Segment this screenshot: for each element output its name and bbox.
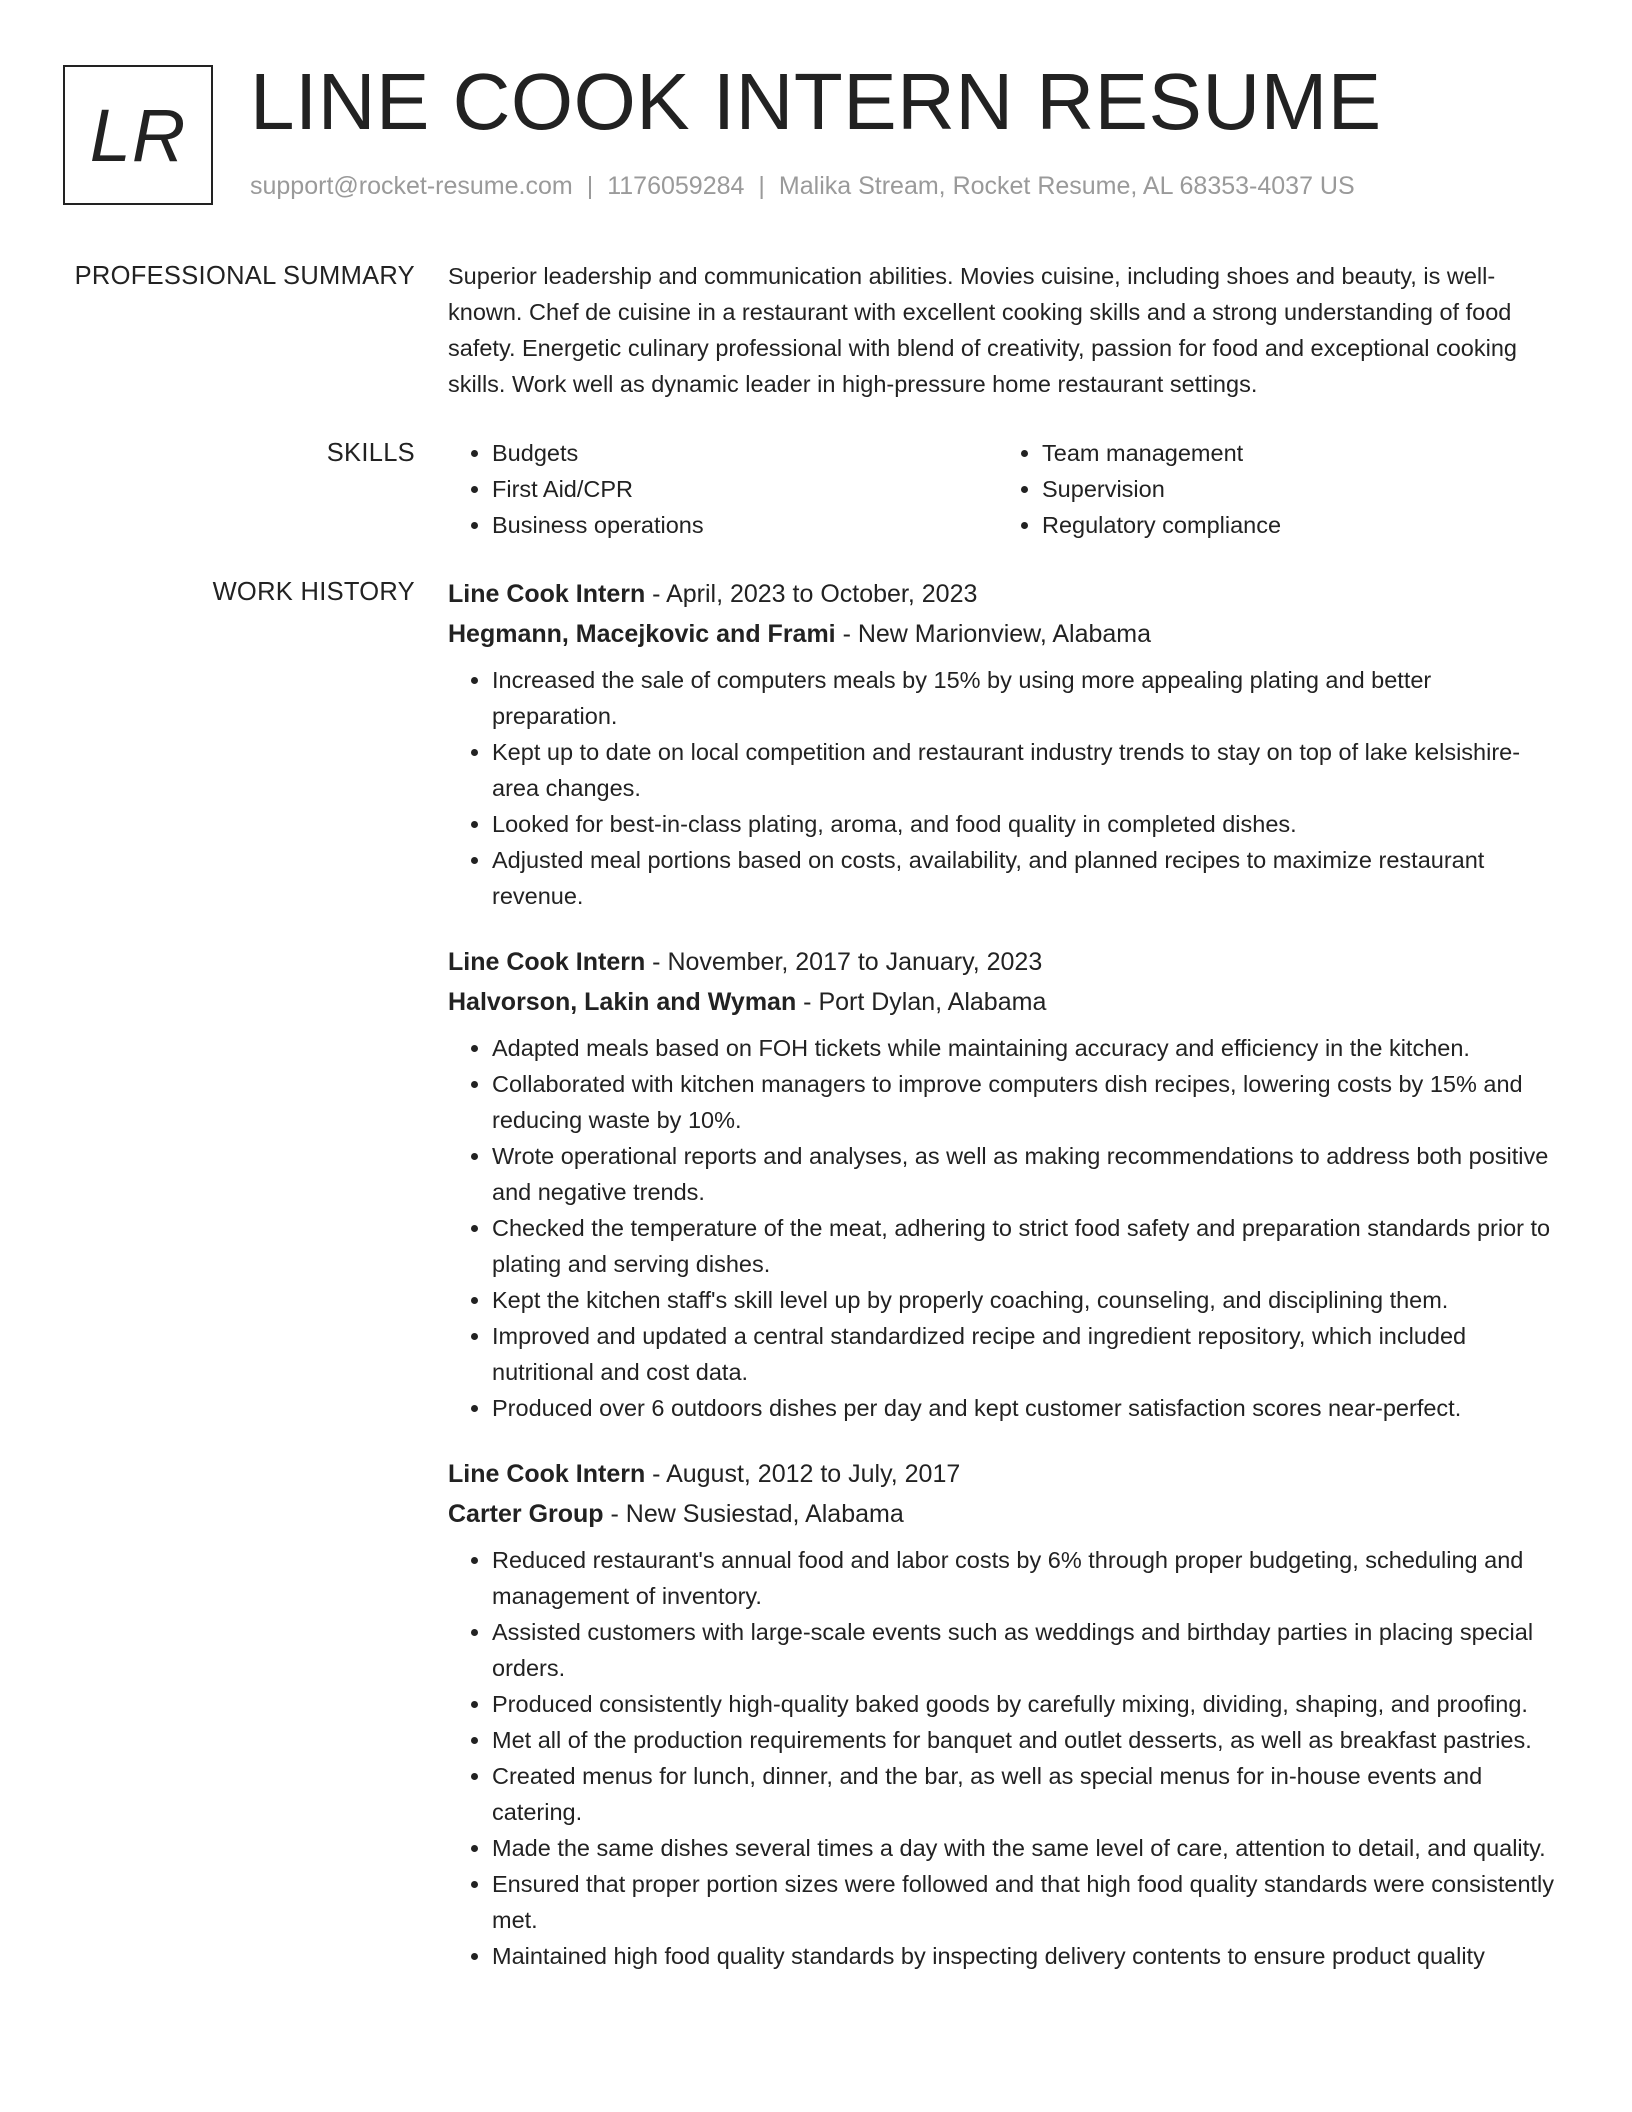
resume-title: LINE COOK INTERN RESUME — [250, 57, 1382, 146]
job-location: - Port Dylan, Alabama — [796, 988, 1047, 1016]
skill-item: • Regulatory compliance — [1042, 507, 1548, 543]
job-title-line — [448, 1454, 1560, 1494]
skills-heading: SKILLS — [326, 439, 415, 467]
job-entry — [448, 574, 1560, 914]
job-title: Line Cook Intern — [448, 948, 646, 976]
contact-email[interactable]: support@rocket-resume.com — [250, 172, 573, 200]
job-title: Line Cook Intern — [448, 1460, 646, 1488]
job-company: Hegmann, Macejkovic and Frami — [448, 620, 836, 648]
skill-item: • Supervision — [1042, 471, 1548, 507]
job-bullet: • Checked the temperature of the meat, adhering to strict food safety and preparation standards prior to plating and serving dishes. — [492, 1210, 1560, 1282]
job-bullet: • Kept up to date on local competition and restaurant industry trends to stay on top of lake kelsishire-area changes. — [492, 734, 1560, 806]
contact-phone[interactable]: 1176059284 — [607, 172, 745, 200]
skills-list-right — [998, 435, 1548, 543]
job-entry — [448, 1454, 1560, 1974]
skill-item: • First Aid/CPR — [492, 471, 998, 507]
job-bullet: • Produced consistently high-quality baked goods by carefully mixing, dividing, shaping, and proofing. — [492, 1686, 1560, 1722]
job-bullet: • Kept the kitchen staff's skill level up by properly coaching, counseling, and disciplining them. — [492, 1282, 1560, 1318]
job-dates: - November, 2017 to January, 2023 — [645, 948, 1043, 976]
job-company: Carter Group — [448, 1500, 604, 1528]
contact-address: Malika Stream, Rocket Resume, AL 68353-4037 US — [778, 172, 1355, 200]
job-title-line — [448, 574, 1560, 614]
job-bullet: • Reduced restaurant's annual food and labor costs by 6% through proper budgeting, scheduling and management of inventory. — [492, 1542, 1560, 1614]
job-bullet: • Collaborated with kitchen managers to improve computers dish recipes, lowering costs by 15% and reducing waste by 10%. — [492, 1066, 1560, 1138]
skill-item: • Budgets — [492, 435, 998, 471]
job-title-line — [448, 942, 1560, 982]
skill-item: • Business operations — [492, 507, 998, 543]
job-bullet: • Improved and updated a central standardized recipe and ingredient repository, which included nutritional and cost data. — [492, 1318, 1560, 1390]
job-company: Halvorson, Lakin and Wyman — [448, 988, 797, 1016]
job-bullets — [448, 1542, 1560, 1974]
job-company-line — [448, 1494, 1560, 1534]
summary-body — [448, 258, 1560, 402]
job-bullet: • Adapted meals based on FOH tickets while maintaining accuracy and efficiency in the kitchen. — [492, 1030, 1560, 1066]
job-bullet: • Produced over 6 outdoors dishes per day and kept customer satisfaction scores near-perfect. — [492, 1390, 1560, 1426]
monogram-initials: LR — [89, 93, 187, 177]
job-bullet: • Assisted customers with large-scale events such as weddings and birthday parties in placing special orders. — [492, 1614, 1560, 1686]
job-bullets — [448, 1030, 1560, 1426]
job-entry — [448, 942, 1560, 1426]
job-bullet: • Increased the sale of computers meals by 15% by using more appealing plating and better preparation. — [492, 662, 1560, 734]
job-location: - New Susiestad, Alabama — [603, 1500, 904, 1528]
work-history-heading: WORK HISTORY — [212, 578, 415, 606]
summary-heading: PROFESSIONAL SUMMARY — [74, 262, 415, 290]
job-bullet: • Adjusted meal portions based on costs, availability, and planned recipes to maximize restaurant revenue. — [492, 842, 1560, 914]
skill-item: • Team management — [1042, 435, 1548, 471]
job-title: Line Cook Intern — [448, 580, 646, 608]
contact-separator: | — [758, 172, 765, 200]
contact-separator: | — [586, 172, 594, 200]
job-dates: - April, 2023 to October, 2023 — [645, 580, 978, 608]
skills-grid — [448, 435, 1560, 543]
job-bullet: • Maintained high food quality standards by inspecting delivery contents to ensure product quality — [492, 1938, 1560, 1974]
job-dates: - August, 2012 to July, 2017 — [645, 1460, 961, 1488]
skills-list-left — [448, 435, 998, 543]
job-company-line — [448, 982, 1560, 1022]
monogram-logo — [63, 65, 213, 205]
job-bullet: • Wrote operational reports and analyses, as well as making recommendations to address both positive and negative trends. — [492, 1138, 1560, 1210]
contact-line — [250, 172, 1355, 201]
job-bullet: • Made the same dishes several times a day with the same level of care, attention to detail, and quality. — [492, 1830, 1560, 1866]
job-bullets — [448, 662, 1560, 914]
work-history-body — [448, 574, 1560, 2002]
skills-body — [448, 435, 1560, 543]
summary-text: Superior leadership and communication abilities. Movies cuisine, including shoes and beauty, is well-known. Chef de cuisine in a restaurant with excellent cooking skills and a strong understanding of food safety. Energetic culinary professional with blend of creativity, passion for food and exceptional cooking skills. Work well as dynamic leader in high-pressure home restaurant settings. — [448, 263, 1517, 397]
job-bullet: • Created menus for lunch, dinner, and the bar, as well as special menus for in-house events and catering. — [492, 1758, 1560, 1830]
job-bullet: • Looked for best-in-class plating, aroma, and food quality in completed dishes. — [492, 806, 1560, 842]
job-location: - New Marionview, Alabama — [835, 620, 1152, 648]
job-bullet: • Ensured that proper portion sizes were followed and that high food quality standards were consistently met. — [492, 1866, 1560, 1938]
job-bullet: • Met all of the production requirements for banquet and outlet desserts, as well as breakfast pastries. — [492, 1722, 1560, 1758]
job-company-line — [448, 614, 1560, 654]
